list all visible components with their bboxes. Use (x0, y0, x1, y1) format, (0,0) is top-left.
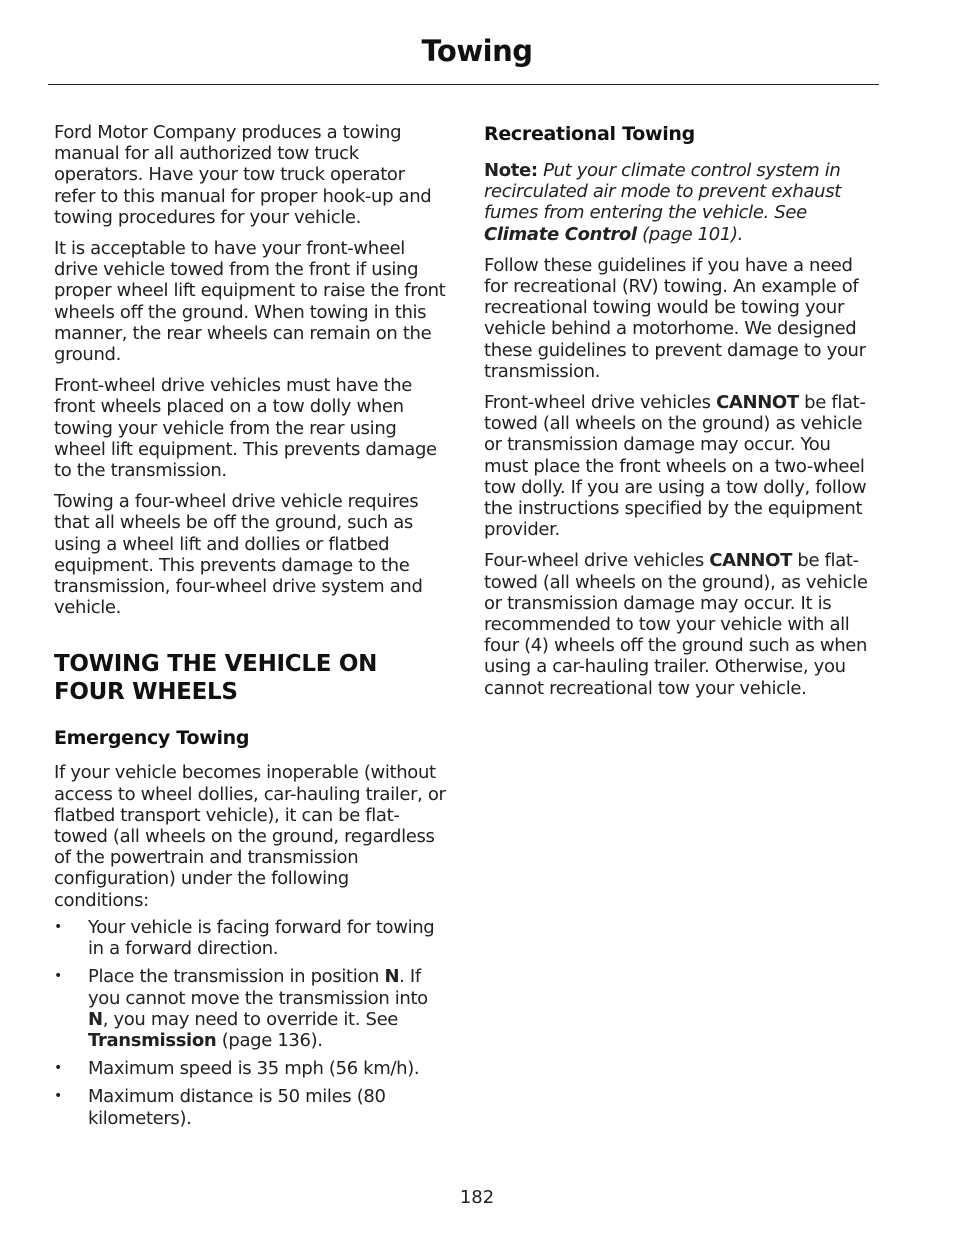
four-wheel-rv-paragraph (484, 550, 876, 698)
left-column (54, 122, 446, 1136)
paragraph-text: be flat-towed (all wheels on the ground), as vehicle or transmission damage may occur. It is recommended to tow your vehicle with all four (4) wheels off the ground such as when using a car-hauling trailer. Otherwise, you cannot recreational tow your vehicle. (484, 550, 868, 699)
list-item (54, 966, 446, 1051)
gear-position-n: N (384, 966, 400, 988)
cannot-emphasis: CANNOT (709, 550, 793, 572)
page-reference: (page 136). (216, 1029, 323, 1051)
rv-guidelines-paragraph: Follow these guidelines if you have a need for recreational (RV) towing. An example of recreational towing would be towing your vehicle behind a motorhome. We designed these guidelines to prevent damage to your transmission. (484, 254, 866, 382)
climate-control-reference-link[interactable]: Climate Control (484, 223, 637, 245)
page-number: 182 (459, 1187, 495, 1208)
front-wheel-rv-paragraph (484, 392, 876, 540)
recreational-towing-heading: Recreational Towing (484, 123, 695, 145)
condition-text: . If you cannot move the transmission into (88, 966, 428, 1009)
cannot-emphasis: CANNOT (716, 392, 799, 414)
condition-text: Maximum speed is 35 mph (56 km/h). (88, 1058, 420, 1080)
title-divider (48, 84, 879, 85)
page-title: Towing (421, 34, 533, 68)
condition-text: Place the transmission in position (88, 966, 385, 988)
condition-text: Your vehicle is facing forward for towing in a forward direction. (88, 916, 435, 960)
note-label: Note: (484, 160, 538, 181)
paragraph-text: Four-wheel drive vehicles (484, 550, 710, 572)
bullet-icon: • (54, 1060, 62, 1077)
page-reference: (page 101). (636, 223, 744, 245)
tow-dolly-paragraph: Front-wheel drive vehicles must have the front wheels placed on a tow dolly when towing your vehicle from the rear using wheel lift equipment. This prevents damage to the transmission. (54, 375, 437, 482)
gear-position-n: N (88, 1008, 103, 1030)
note-text: Put your climate control system in recirculated air mode to prevent exhaust fumes from entering the vehicle. See (484, 160, 841, 224)
bullet-icon: • (54, 968, 62, 985)
condition-text: , you may need to override it. See (102, 1008, 399, 1030)
front-wheel-tow-paragraph: It is acceptable to have your front-wheel drive vehicle towed from the front if using proper wheel lift equipment to raise the front wheels off the ground. When towing in this manner, the rear wheels can remain on the ground. (54, 238, 446, 366)
emergency-towing-intro: If your vehicle becomes inoperable (without access to wheel dollies, car-hauling trailer, or flatbed transport vehicle), it can be flat-towed (all wheels on the ground, regardless of the powertrain and transmission configuration) under the following conditions: (54, 762, 446, 911)
right-column (484, 122, 876, 709)
intro-paragraph: Ford Motor Company produces a towing manual for all authorized tow truck operators. Have your tow truck operator refer to this manual for proper hook-up and towing procedures for your vehicle. (54, 122, 432, 228)
transmission-reference-link[interactable]: Transmission (88, 1029, 217, 1051)
emergency-towing-heading: Emergency Towing (54, 727, 250, 750)
condition-text: Maximum distance is 50 miles (80 kilometers). (88, 1086, 386, 1129)
bullet-icon: • (54, 1088, 62, 1105)
paragraph-text: be flat-towed (all wheels on the ground) as vehicle or transmission damage may occur. You must place the front wheels on a two-wheel tow dolly. If you are using a tow dolly, follow the instructions specified by the equipment provider. (484, 392, 867, 541)
list-item (54, 1086, 446, 1128)
climate-note (484, 160, 876, 245)
section-heading: TOWING THE VEHICLE ON FOUR WHEELS (54, 651, 378, 706)
list-item (54, 917, 446, 959)
paragraph-text: Front-wheel drive vehicles (484, 392, 717, 414)
conditions-list (54, 917, 446, 1129)
list-item (54, 1058, 446, 1079)
four-wheel-drive-paragraph: Towing a four-wheel drive vehicle requires that all wheels be off the ground, such as using a wheel lift and dollies or flatbed equipment. This prevents damage to the transmission, four-wheel drive system and vehicle. (54, 491, 423, 619)
bullet-icon: • (54, 918, 62, 935)
